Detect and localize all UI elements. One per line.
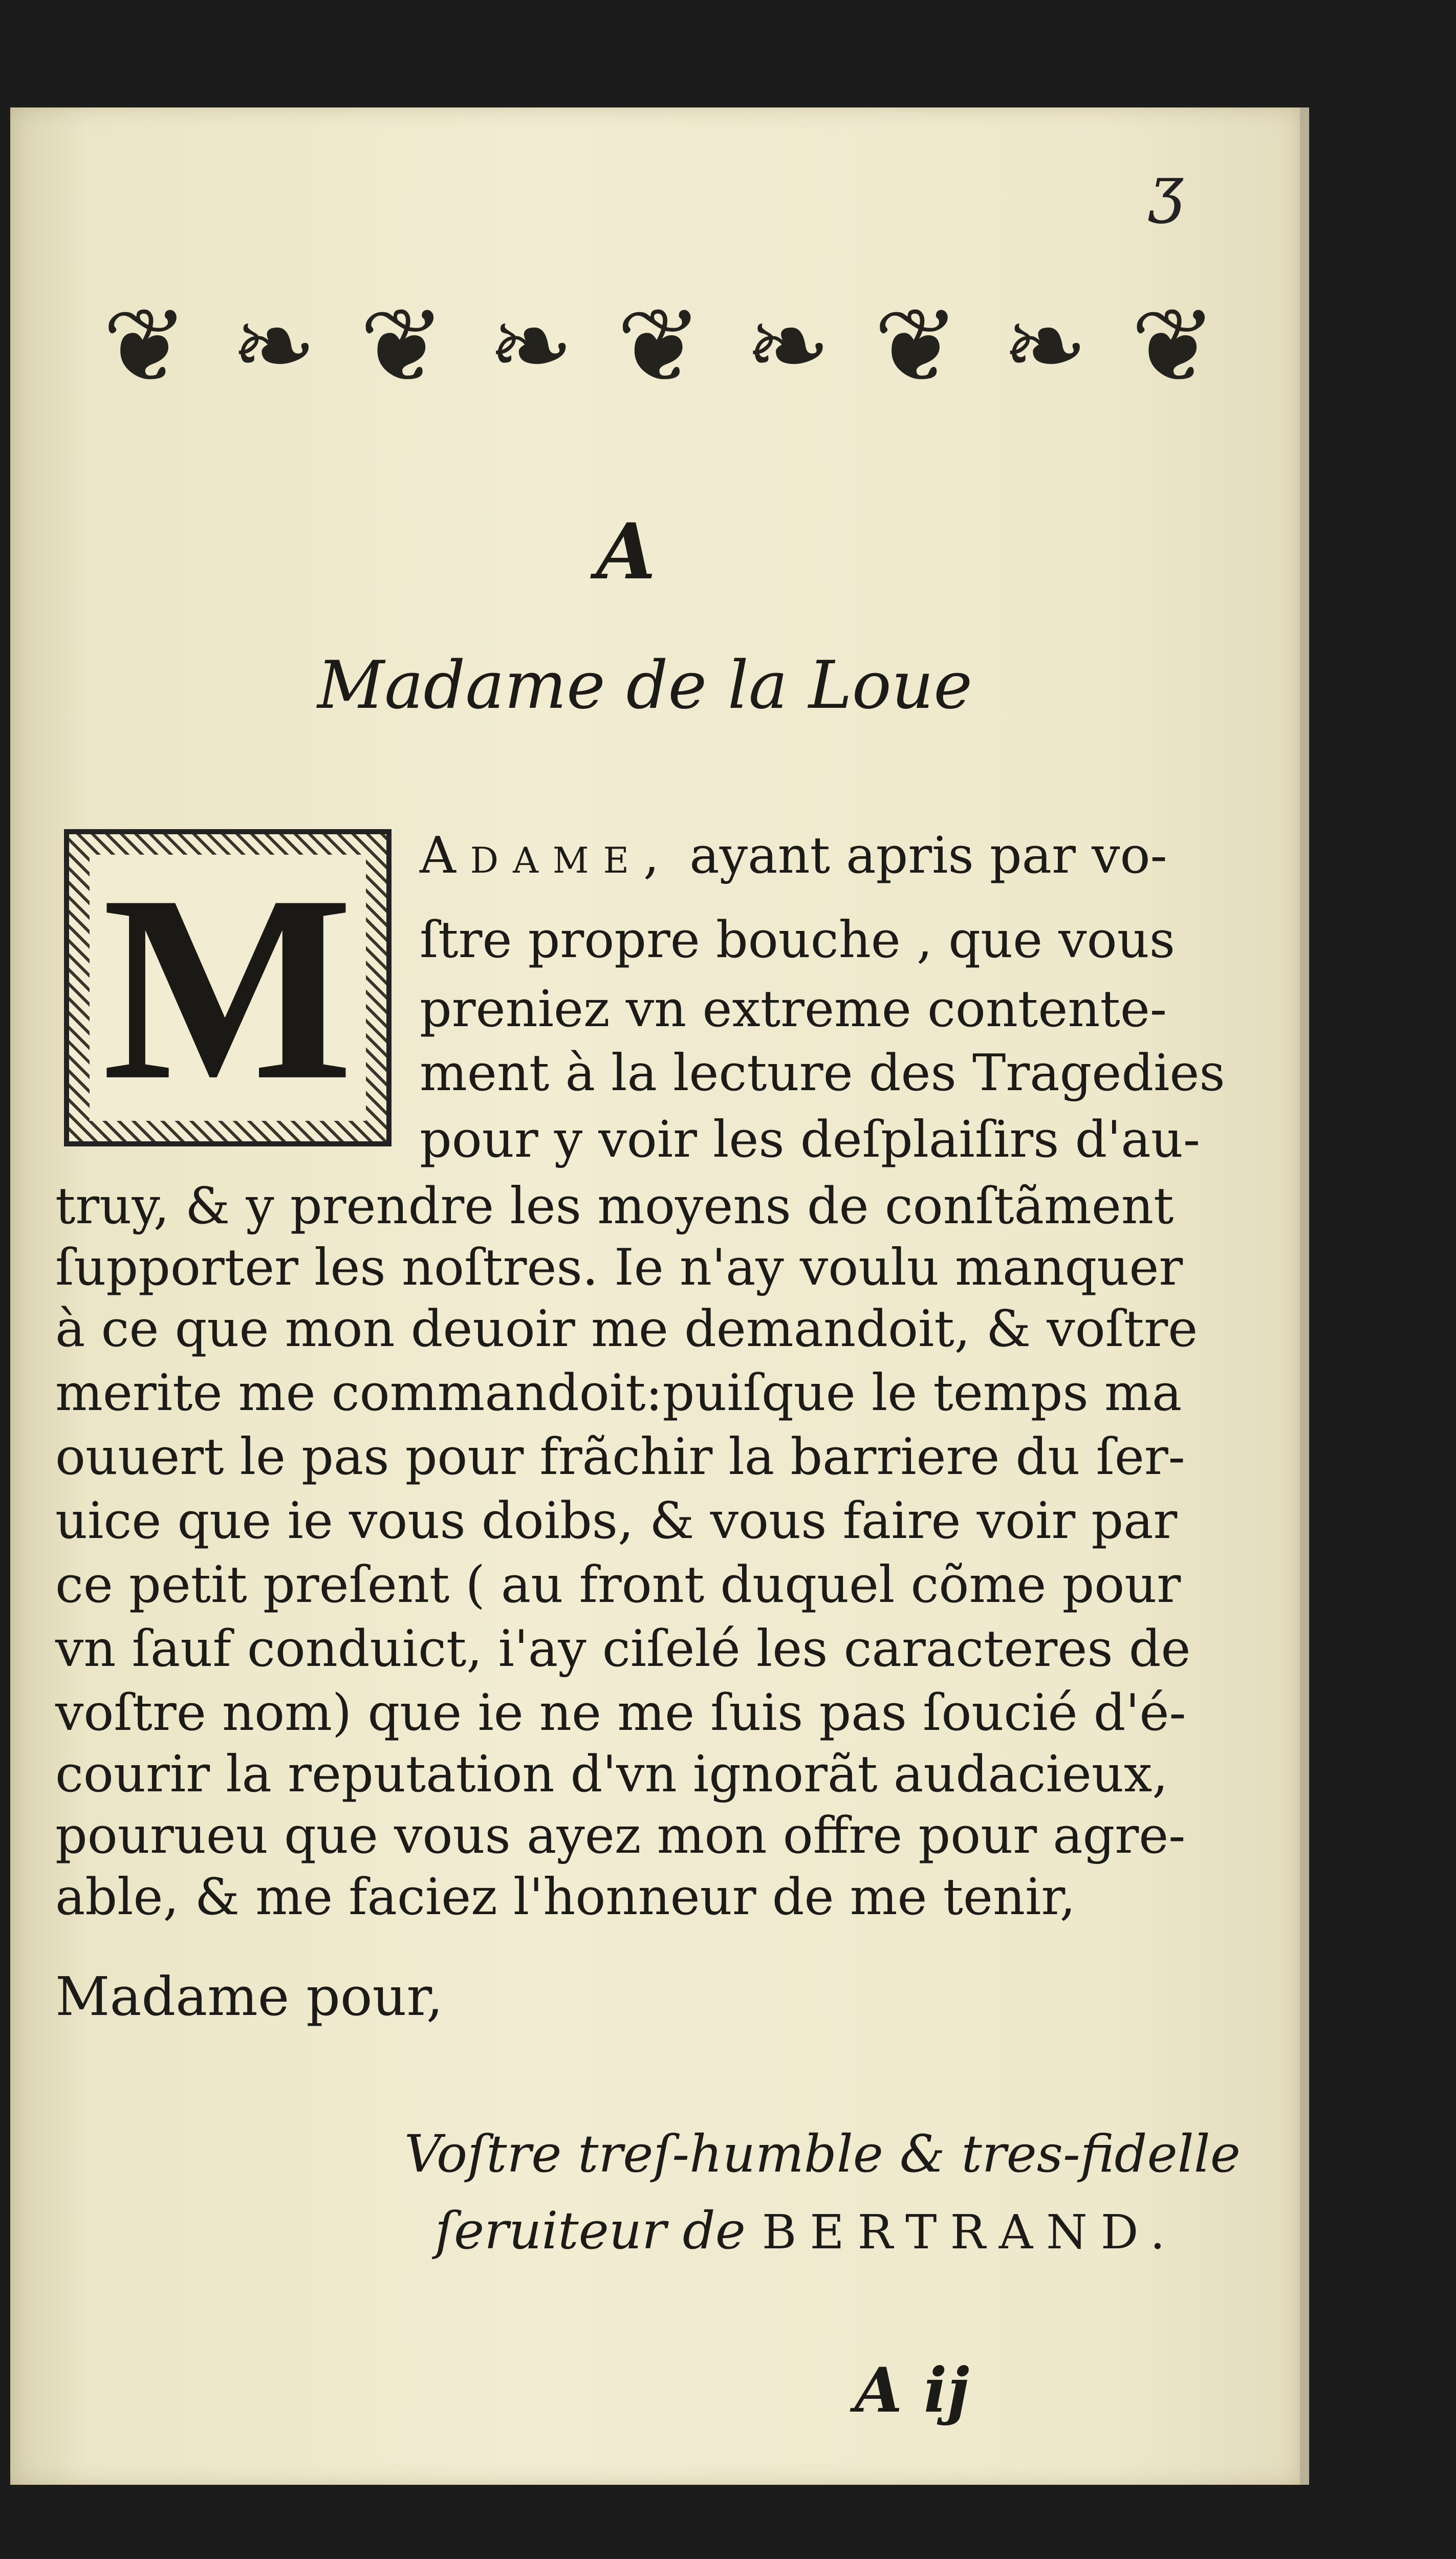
line-1 (420, 827, 1167, 885)
header-ornament: ❦ ❧ ❦ ❧ ❦ ❧ ❦ ❧ ❦ (102, 287, 1222, 406)
folio-signature: A ij (855, 2354, 969, 2426)
dedicatee-title: Madame de la Loue (317, 647, 972, 724)
line-16: pourueu que vous ayez mon offre pour agre- (55, 1807, 1186, 1865)
line-8: à ce que mon deuoir me demandoit, & voſtre (55, 1300, 1198, 1358)
line-7: ſupporter les noſtres. Ie n'ay voulu manquer (55, 1239, 1183, 1297)
subscription-servant: ſeruiteur de (435, 2201, 746, 2261)
signature-mark: ʒ (1149, 154, 1184, 225)
line-11: uice que ie vous doibs, & vous faire voir par (55, 1492, 1178, 1550)
line-3: preniez vn extreme contente- (420, 980, 1167, 1038)
line-1-text: ayant apris par vo- (689, 827, 1167, 885)
page-edge (1300, 107, 1309, 2485)
line-4: ment à la lecture des Tragedies (420, 1044, 1225, 1102)
drop-cap-letter: M (90, 855, 366, 1121)
line-9: merite me commandoit:puiſque le temps ma (55, 1364, 1182, 1422)
line-12: ce petit preſent ( au front duquel cõme pour (55, 1556, 1181, 1614)
line-5: pour y voir les deſplaiſirs d'au- (420, 1111, 1200, 1169)
dedication-letter: A (596, 507, 656, 597)
line-13: vn ſauf conduict, i'ay ciſelé les caracteres de (55, 1620, 1191, 1678)
line-6: truy, & y prendre les moyens de conſtãment (55, 1177, 1174, 1235)
opening-small-caps: Adame, (420, 827, 674, 885)
line-2: ſtre propre bouche , que vous (420, 911, 1176, 969)
subscription-line-1: Voſtre treſ-humble & tres-fidelle (404, 2124, 1241, 2184)
signature-name: BERTRAND. (762, 2205, 1179, 2260)
subscription-line-2 (435, 2201, 1178, 2261)
line-14: voſtre nom) que ie ne me ſuis pas ſoucié d'é- (55, 1684, 1186, 1742)
line-10: ouuert le pas pour frãchir la barriere du ſer- (55, 1428, 1185, 1486)
closing-salutation: Madame pour, (55, 1965, 443, 2028)
line-17: able, & me faciez l'honneur de me tenir, (55, 1868, 1076, 1926)
decorated-initial (64, 829, 392, 1146)
line-15: courir la reputation d'vn ignorãt audacieux, (55, 1745, 1168, 1804)
